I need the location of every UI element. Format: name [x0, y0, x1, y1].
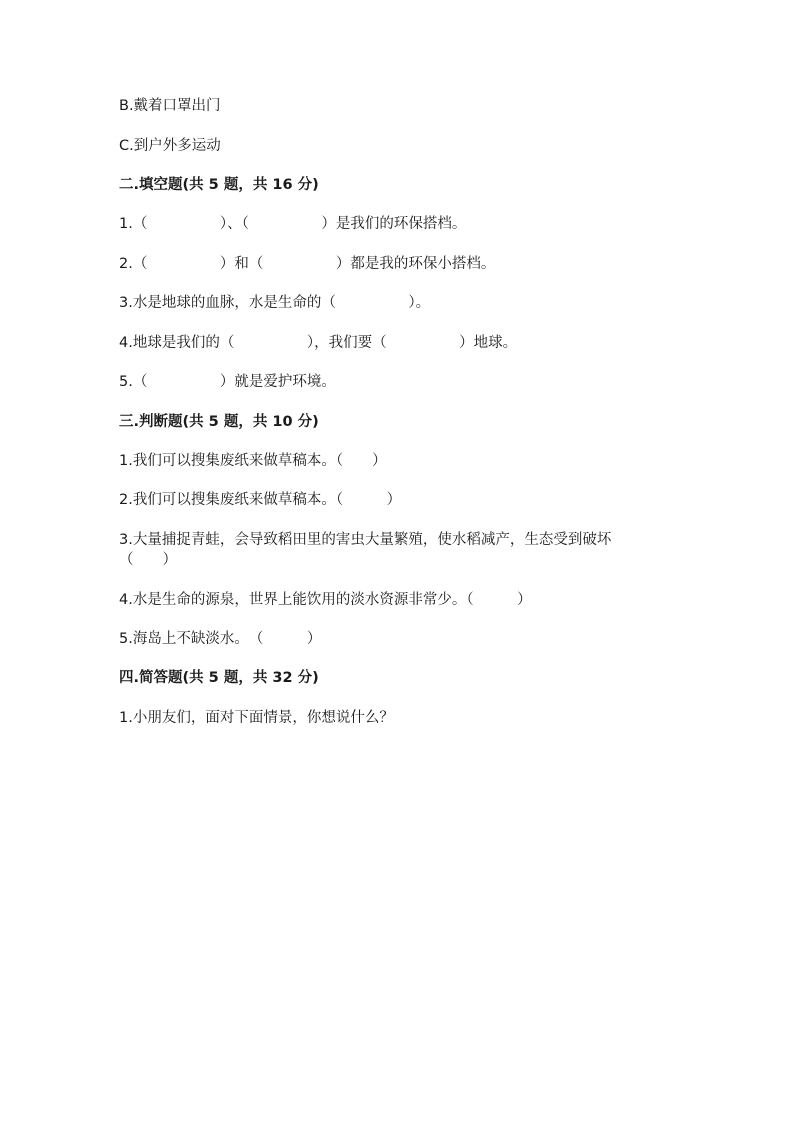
- fill-blank-question-5: 5.（ ）就是爱护环境。: [119, 374, 336, 390]
- section-2-heading: 二.填空题(共 5 题，共 16 分): [119, 177, 319, 193]
- true-false-question-1: 1.我们可以搜集废纸来做草稿本。（ ）: [119, 453, 387, 469]
- true-false-question-3: 3.大量捕捉青蛙，会导致稻田里的害虫大量繁殖，使水稻减产，生态受到破坏: [119, 532, 612, 548]
- fill-blank-question-2: 2.（ ）和（ ）都是我的环保小搭档。: [119, 256, 496, 272]
- section-4-heading: 四.简答题(共 5 题，共 32 分): [119, 670, 319, 686]
- option-c: C.到户外多运动: [119, 138, 221, 154]
- true-false-question-3-blank: （ ）: [119, 552, 177, 568]
- true-false-question-4: 4.水是生命的源泉，世界上能饮用的淡水资源非常少。（ ）: [119, 592, 532, 608]
- option-b: B.戴着口罩出门: [119, 98, 221, 114]
- section-3-heading: 三.判断题(共 5 题，共 10 分): [119, 414, 319, 430]
- fill-blank-question-4: 4.地球是我们的（ ），我们要（ ）地球。: [119, 335, 518, 351]
- true-false-question-2: 2.我们可以搜集废纸来做草稿本。（ ）: [119, 492, 402, 508]
- true-false-question-5: 5.海岛上不缺淡水。 （ ）: [119, 631, 322, 647]
- fill-blank-question-1: 1.（ ）、（ ）是我们的环保搭档。: [119, 216, 467, 232]
- fill-blank-question-3: 3.水是地球的血脉，水是生命的（ ）。: [119, 295, 431, 311]
- short-answer-question-1: 1.小朋友们，面对下面情景，你想说什么？: [119, 710, 394, 726]
